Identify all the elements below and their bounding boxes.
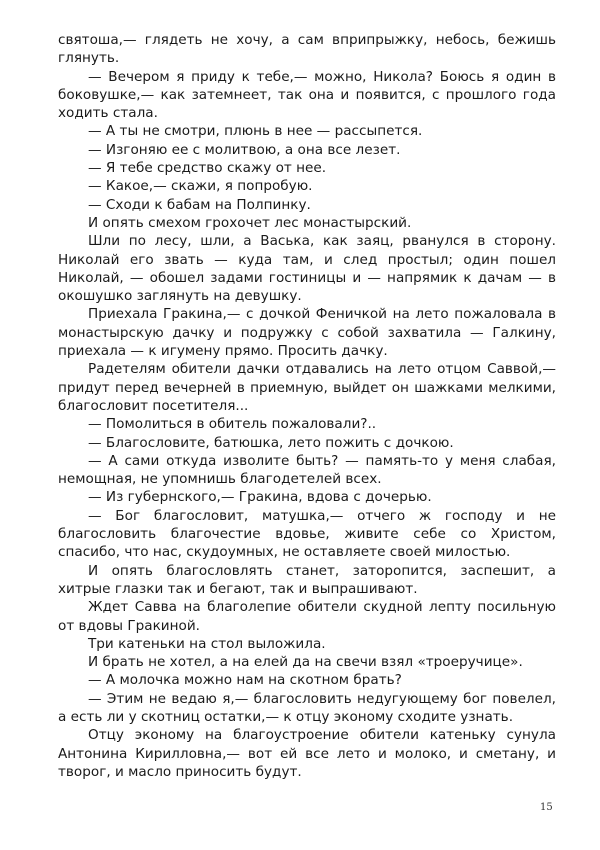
paragraph: Радетелям обители дачки отдавались на лето отцом Саввой,— придут перед вечерней в приемную, выйдет он шажками мелкими, благословит посетителя... [58,361,556,414]
paragraph: святоша,— глядеть не хочу, а сам вприпрыжку, небось, бежишь глянуть. [58,32,556,67]
paragraph: — Помолиться в обитель пожаловали?.. [88,416,377,433]
paragraph: — Изгоняю ее с молитвою, а она все лезет. [88,141,401,158]
paragraph: Шли по лесу, шли, а Васька, как заяц, рванулся в сторону. Николай его звать — куда там, и след простыл; один пошел Николай, — обошел задами гостиницы и — напрямик к дачам — в окошушко заглянуть на девушку. [58,233,556,305]
paragraph: — Из губернского,— Гракина, вдова с дочерью. [88,489,432,506]
paragraph: И опять смехом грохочет лес монастырский. [88,214,412,231]
page-number: 15 [540,802,553,813]
paragraph: — А ты не смотри, плюнь в нее — рассыпется. [88,123,423,140]
paragraph: — А сами откуда изволите быть? — память-то у меня слабая, немощная, не упомнишь благодетелей всех. [58,452,556,488]
paragraph: — Этим не ведаю я,— благословить недугующему бог повелел, а есть ли у скотниц остатки,— к отцу эконому сходите узнать. [58,690,556,725]
paragraph: Ждет Савва на благолепие обители скудной лепту посильную от вдовы Гракиной. [58,599,556,634]
paragraph: — Благословите, батюшка, лето пожить с дочкою. [88,434,454,451]
paragraph: — Бог благословит, матушка,— отчего ж господу и не благословить благочестие вдовье, живите себе со Христом, спасибо, что нас, скудоумных, не оставляете своей милостью. [58,507,556,561]
paragraph: — Какое,— скажи, я попробую. [88,178,313,195]
paragraph: — Я тебе средство скажу от нее. [88,160,327,177]
paragraph: И опять благословлять станет, заторопится, заспешит, а хитрые глазки так и бегают, так и выпрашивают. [58,562,556,597]
paragraph: Отцу эконому на благоустроение обители катеньку сунула Антонина Кирилловна,— вот ей все лето и молоко, и сметану, и творог, и масло приносить будут. [58,727,556,780]
paragraph: — Сходи к бабам на Полпинку. [88,196,311,213]
body-text [58,31,556,781]
paragraph: Три катеньки на стол выложила. [88,635,326,652]
paragraph: И брать не хотел, а на елей да на свечи взял «троеручице». [88,654,523,671]
paragraph: — А молочка можно нам на скотном брать? [88,672,402,689]
paragraph: — Вечером я приду к тебе,— можно, Никола? Боюсь я один в боковушке,— как затемнеет, так она и появится, с прошлого года ходить стала. [58,68,556,122]
paragraph: Приехала Гракина,— с дочкой Феничкой на лето пожаловала в монастырскую дачку и подружку с собой захватила — Галкину, приехала — к игумену прямо. Просить дачку. [58,306,556,360]
